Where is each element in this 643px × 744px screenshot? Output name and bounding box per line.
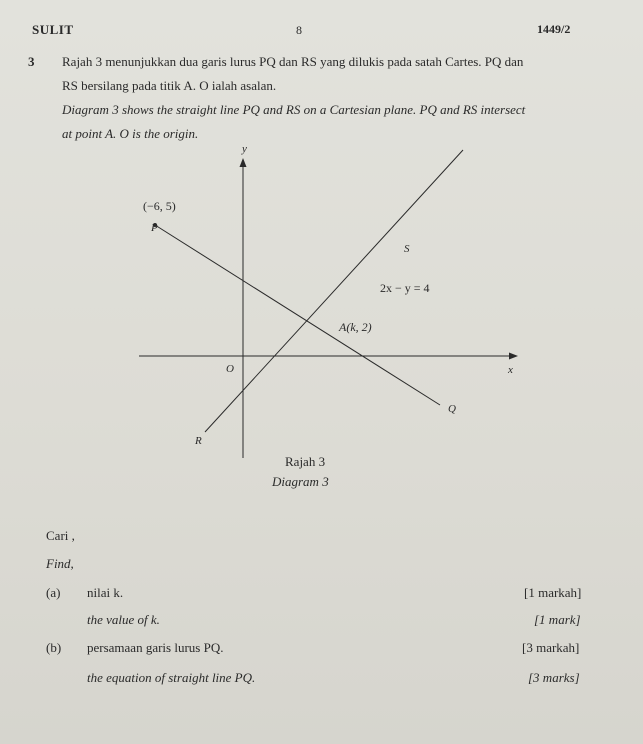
part-b-english: the equation of straight line PQ. <box>87 670 256 685</box>
point-P-label: P <box>151 222 158 234</box>
part-a-english: the value of k. <box>87 612 160 627</box>
point-R-label: R <box>195 435 202 447</box>
point-Q-label: Q <box>448 403 456 415</box>
question-text-malay-1: Rajah 3 menunjukkan dua garis lurus PQ dan RS yang dilukis pada satah Cartes. PQ dan <box>62 54 524 69</box>
header-paper-code: 1449/2 <box>537 22 571 36</box>
part-b-marks-english: [3 marks] <box>528 670 580 685</box>
part-a-label: (a) <box>46 585 61 600</box>
question-text-malay-2: RS bersilang pada titik A. O ialah asalan. <box>62 78 277 93</box>
diagram-caption-malay: Rajah 3 <box>285 454 326 469</box>
question-number: 3 <box>28 54 35 69</box>
x-axis-label: x <box>508 364 513 376</box>
part-b-malay: persamaan garis lurus PQ. <box>87 640 224 655</box>
part-a-marks-malay: [1 markah] <box>524 585 582 600</box>
origin-label: O <box>226 363 234 375</box>
y-axis-label: y <box>242 143 247 155</box>
diagram-caption-english: Diagram 3 <box>272 474 329 489</box>
y-axis-arrow-icon <box>240 158 247 167</box>
header-page-number: 8 <box>296 23 302 37</box>
part-a-marks-english: [1 mark] <box>534 612 581 627</box>
x-axis-arrow-icon <box>509 353 518 360</box>
header-sulit: SULIT <box>32 22 74 37</box>
part-b-label: (b) <box>46 640 62 655</box>
equation-RS: 2x − y = 4 <box>380 281 430 295</box>
question-text-english-2: at point A. O is the origin. <box>62 126 199 141</box>
point-S-label: S <box>404 243 410 255</box>
part-b-marks-malay: [3 markah] <box>522 640 580 655</box>
question-text-english-1: Diagram 3 shows the straight line PQ and RS on a Cartesian plane. PQ and RS intersect <box>62 102 526 117</box>
instruction-english: Find, <box>46 556 74 571</box>
instruction-malay: Cari , <box>46 528 75 543</box>
part-a-malay: nilai k. <box>87 585 124 600</box>
point-A-label: A(k, 2) <box>339 320 372 334</box>
line-PQ <box>155 225 440 405</box>
point-P-coordinate: (−6, 5) <box>143 199 176 213</box>
